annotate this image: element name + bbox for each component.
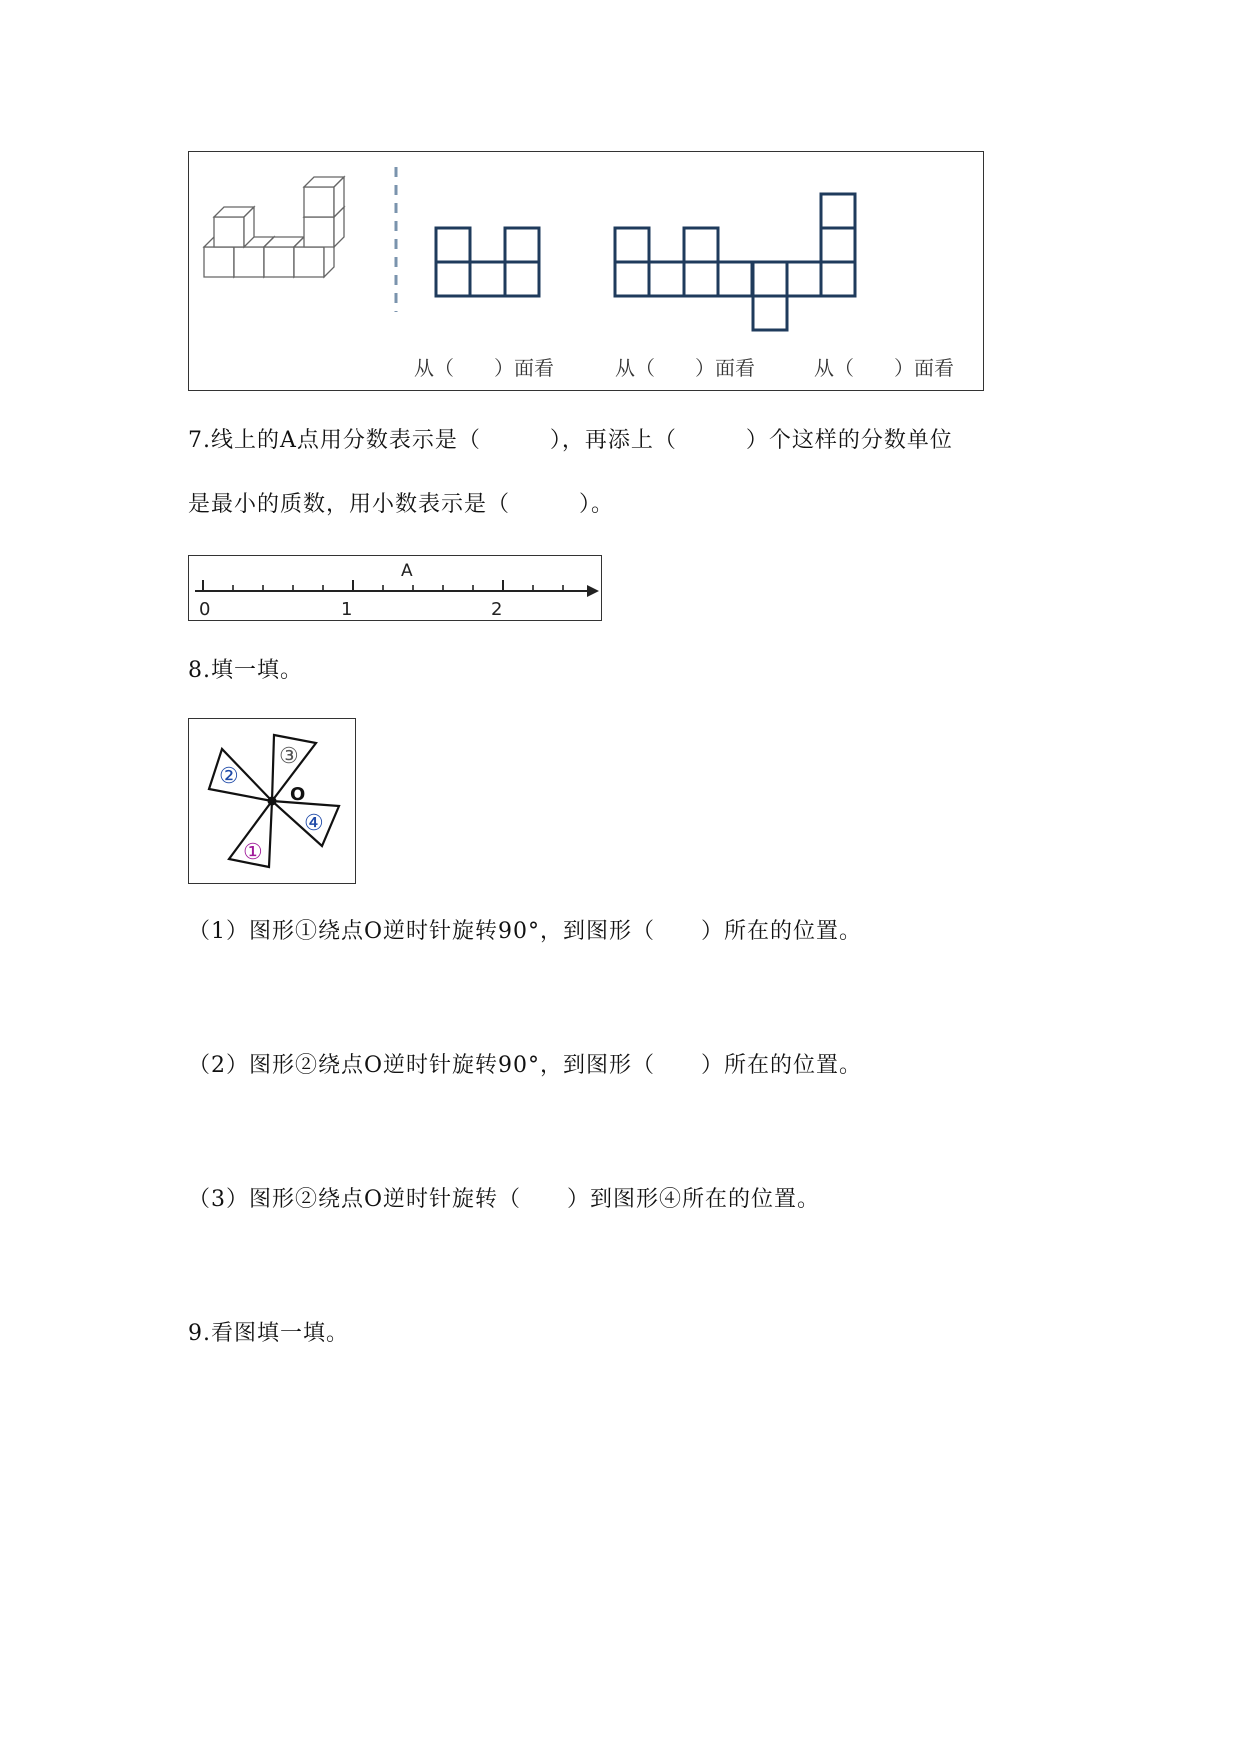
q7-line-1: 7.线上的A点用分数表示是（ ），再添上（ ）个这样的分数单位 [188,428,953,453]
rotation-drawing [189,719,354,882]
view-label-3: 从（ ）面看 [814,356,954,380]
point-a-label: A [401,561,413,581]
q8-title: 8.填一填。 [188,658,303,683]
q9-title: 9.看图填一填。 [188,1321,349,1346]
shape-4-label: ④ [304,811,324,836]
number-line-figure [188,555,602,621]
shape-2-label: ② [219,764,239,789]
center-point-o [268,797,277,806]
q7-line-2: 是最小的质数，用小数表示是（ ）。 [188,492,615,517]
q8-sub-3: （3）图形②绕点O逆时针旋转（ ）到图形④所在的位置。 [188,1187,821,1212]
rotation-figure [188,718,356,884]
cube-solid [204,177,344,277]
view-label-1: 从（ ）面看 [414,356,554,380]
tick-label-1: 1 [341,599,353,619]
shape-3-label: ③ [279,744,299,769]
q8-sub-2: （2）图形②绕点O逆时针旋转90°，到图形（ ）所在的位置。 [188,1053,863,1078]
q8-sub-1: （1）图形①绕点O逆时针旋转90°，到图形（ ）所在的位置。 [188,919,863,944]
three-views-figure [188,151,984,391]
center-label: O [290,784,306,805]
view-1-grid [436,228,539,296]
view-label-2: 从（ ）面看 [615,356,755,380]
number-line-arrow [587,585,599,597]
view-3-grid [753,194,855,330]
number-line-ticks [203,580,563,591]
shape-1-label: ① [243,840,263,865]
tick-label-2: 2 [491,599,503,619]
number-line-drawing [189,556,600,619]
view-2-grid [615,228,752,296]
tick-label-0: 0 [199,599,211,619]
